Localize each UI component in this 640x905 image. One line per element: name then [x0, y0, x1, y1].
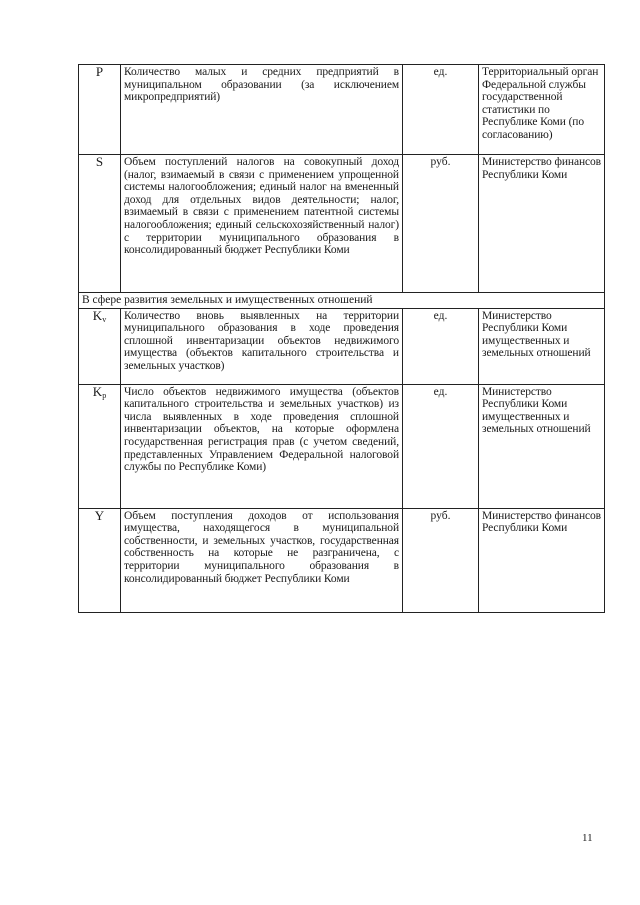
indicator-symbol: S [79, 155, 121, 293]
indicator-unit: ед. [403, 65, 479, 155]
indicator-description: Количество вновь выявленных на территории муниципального образования в ходе проведения сплошной инвентаризации объектов недвижимого имущества (объектов капитального строительства и земельных участков) [121, 308, 403, 384]
indicator-symbol [79, 308, 121, 384]
symbol-subscript: v [102, 314, 107, 324]
table-row [79, 65, 605, 155]
indicator-description: Объем поступления доходов от использования имущества, находящегося в муниципальной собственности, и земельных участков, государственная собственность на которые не разграничена, с территории муниципального образования в консолидированный бюджет Республики Коми [121, 508, 403, 612]
indicator-source: Министерство финансов Республики Коми [479, 155, 605, 293]
table-row [79, 155, 605, 293]
table-row [79, 508, 605, 612]
symbol-base: K [92, 383, 103, 399]
table-row [79, 308, 605, 384]
indicator-description: Количество малых и средних предприятий в муниципальном образовании (за исключением микропредприятий) [121, 65, 403, 155]
symbol-base: Y [94, 507, 105, 523]
indicator-unit: ед. [403, 384, 479, 508]
indicator-unit: руб. [403, 508, 479, 612]
symbol-subscript: p [102, 390, 107, 400]
indicator-unit: ед. [403, 308, 479, 384]
indicator-description: Объем поступлений налогов на совокупный доход (налог, взимаемый в связи с применением упрощенной системы налогообложения; единый налог на вмененный доход для отдельных видов деятельности; налог, взимаемый в связи с применением патентной системы налогообложения; единый сельскохозяйственный налог) с территории муниципального образования в консолидированный бюджет Республики Коми [121, 155, 403, 293]
indicator-source: Территориальный орган Федеральной службы государственной статистики по Республике Коми (по согласованию) [479, 65, 605, 155]
symbol-base: K [92, 307, 103, 323]
indicators-table [78, 64, 605, 613]
section-title: В сфере развития земельных и имущественных отношений [79, 293, 605, 309]
indicator-symbol [79, 508, 121, 612]
indicator-description: Число объектов недвижимого имущества (объектов капитального строительства и земельных участков) из числа выявленных в ходе проведения сплошной инвентаризации объектов, на которые оформлена государственная регистрация прав (с учетом сведений, представленных Управлением Федеральной налоговой службы по Республике Коми) [121, 384, 403, 508]
section-row [79, 293, 605, 309]
indicator-symbol: P [79, 65, 121, 155]
indicator-unit: руб. [403, 155, 479, 293]
indicator-symbol [79, 384, 121, 508]
indicator-source: Министерство финансов Республики Коми [479, 508, 605, 612]
table-row [79, 384, 605, 508]
indicator-source: Министерство Республики Коми имущественных и земельных отношений [479, 308, 605, 384]
indicator-source: Министерство Республики Коми имущественных и земельных отношений [479, 384, 605, 508]
page-number: 11 [582, 832, 593, 844]
